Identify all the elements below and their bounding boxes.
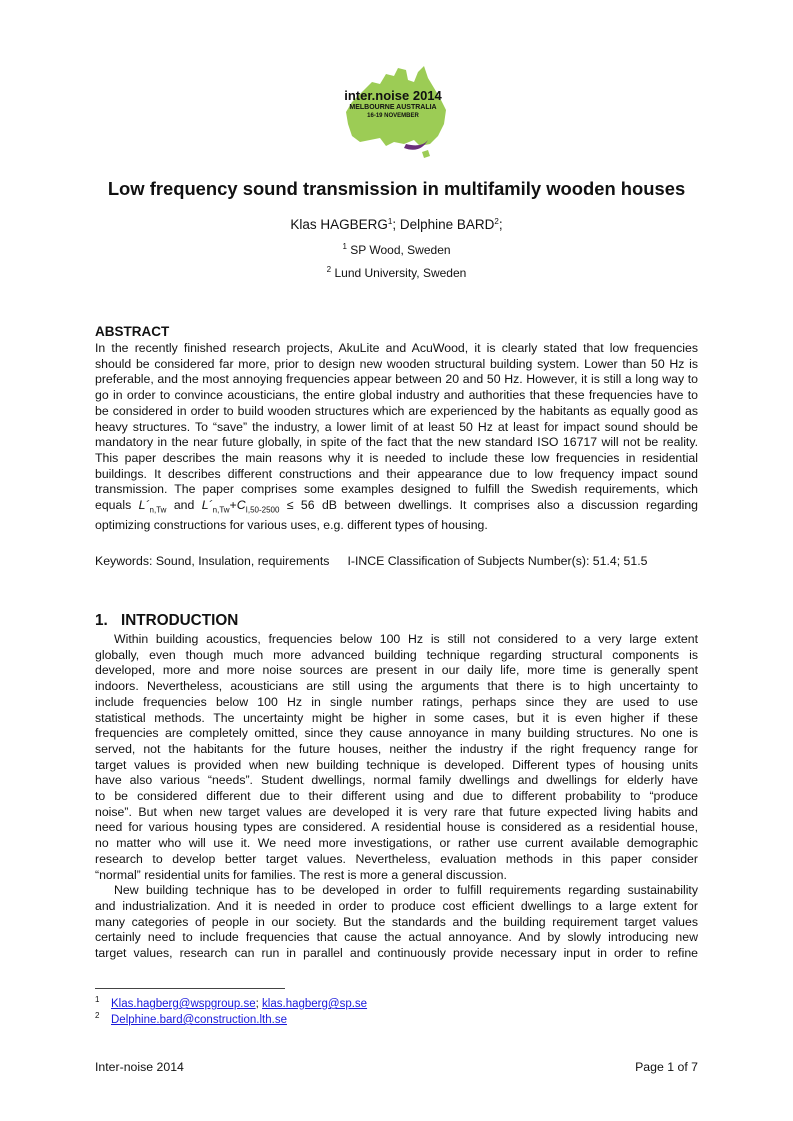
abstract-line: In the recently finished research projects, AkuLite and AcuWood, it is clearly stated that low frequencies (95, 341, 698, 355)
logo-line2: MELBOURNE AUSTRALIA (349, 104, 437, 111)
paper-title: Low frequency sound transmission in multifamily wooden houses (107, 178, 686, 199)
abstract-equation-line (95, 498, 698, 518)
footnote-divider (95, 988, 285, 989)
footnote-1-email-link-2[interactable]: klas.hagberg@sp.se (262, 998, 368, 1010)
abstract-line: preferable, and the most annoying frequencies appear between 20 and 50 Hz. However, it is still a long way to (95, 372, 698, 387)
author-end: ; (498, 217, 503, 232)
paragraph-line: indoors. Nevertheless, acousticians are still using the arguments that there is to high uncertainty to (95, 679, 698, 694)
abstract-line: heavy structures. To “save” the industry, a lower limit of at least 50 Hz at least for impact sound should be (95, 419, 698, 434)
footnote-1-sup: 1 (95, 995, 100, 1004)
abstract-line: be considered in order to build wooden structures which are experienced by the habitants as equally good as (95, 403, 698, 418)
classification-text: I-INCE Classification of Subjects Number(s): 51.4; 51.5 (347, 554, 648, 568)
paragraph-line: noise”. But when new target values are developed it is very rare that future expected living habits and (95, 804, 698, 819)
paragraph-line: Within building acoustics, frequencies below 100 Hz is still not considered to a very large extent (114, 632, 698, 646)
paragraph-line: New building technique has to be developed in order to fulfill requirements regarding sustainability (114, 883, 698, 898)
abstract-line: go in order to convince acousticians, the entire global industry and authorities that these frequencies have to (95, 388, 698, 403)
logo-line3: 16-19 NOVEMBER (367, 113, 419, 119)
paragraph-line: “normal” residential units for families. The rest is more a general discussion. (95, 867, 507, 882)
paragraph-line: to be considered different due to their different using and due to different probability to “produce (95, 789, 698, 804)
section-heading (95, 612, 238, 630)
paragraph-line: and industrialization. And it is needed in order to produce cost efficient dwellings to a large extent for (95, 898, 698, 913)
eq-sub-2: n,Tw (212, 505, 230, 515)
paragraph-line: developed, more and more noise sources are present in our daily life, more time is generally spent (95, 663, 698, 678)
paragraph-line: statistical methods. The uncertainty might be higher in some cases, but it is even higher if these (95, 710, 698, 725)
conference-logo (334, 62, 452, 162)
affiliation-1-text: SP Wood, Sweden (350, 243, 451, 257)
intro-body (95, 632, 698, 962)
paragraph-line: target values is provided when new building technique is developed. Different types of housing units (95, 757, 698, 772)
eq-and: and (166, 498, 202, 513)
section-number: 1. (95, 612, 108, 629)
eq-sub-3: I,50-2500 (245, 505, 280, 515)
paragraph-line: globally, even though much more advanced building technique regarding structural components is (95, 647, 698, 662)
eq-post: ≤ 56 dB between dwellings. It comprises also a discussion regarding (279, 498, 699, 513)
paragraph-line: need for various housing types are considered. A residential house is considered as a residential house, (95, 820, 698, 835)
abstract-line: mandatory in the near future globally, in spite of the fact that the new standard ISO 16717 will not be reality. (95, 435, 698, 450)
footnote-2-sup: 2 (95, 1011, 100, 1020)
abstract-line: buildings. It describes different constructions and their appearance due to low frequency impact sound (95, 466, 698, 481)
author-1: Klas HAGBERG (290, 217, 388, 232)
paragraph-line: no matter who will use it. We need more investigations, or rather use current available demographic (95, 836, 698, 851)
abstract-line: should be considered far more, prior to design new wooden structural building system. Lower than 50 Hz is (95, 356, 698, 371)
footnote-1-separator: ; (255, 998, 263, 1010)
abstract-heading: ABSTRACT (95, 324, 170, 339)
author-2: Delphine BARD (399, 217, 495, 232)
eq-symbol-3: C (236, 498, 246, 513)
affiliation-1 (0, 242, 793, 257)
eq-sub-1: n,Tw (149, 505, 167, 515)
keywords-text: Keywords: Sound, Insulation, requirements (95, 554, 330, 568)
author-line (0, 217, 793, 232)
paragraph-line: include frequencies below 100 Hz in single number ratings, perhaps since they are used to use (95, 694, 698, 709)
abstract-line: transmission. The paper comprises some examples designed to fulfill the Swedish requirements, which (95, 482, 698, 497)
abstract-line: This paper describes the main reasons why it is needed to include these low frequencies in residential (95, 450, 698, 465)
footnote-2 (95, 1011, 287, 1026)
logo-line1: inter.noise 2014 (344, 88, 442, 103)
footer-page-number: Page 1 of 7 (635, 1060, 698, 1074)
affiliation-2-sup: 2 (326, 265, 332, 274)
paragraph-line: served, not the habitants for the future houses, neither the industry if the right frequency range for (95, 741, 698, 756)
tasmania-shape (422, 150, 430, 158)
affiliation-2 (0, 265, 793, 280)
abstract-last-line: optimizing constructions for various uses, e.g. different types of housing. (95, 518, 488, 533)
keywords-line (95, 554, 647, 568)
eq-pre: equals (95, 498, 139, 513)
abstract-body (95, 341, 698, 534)
eq-plus: + (229, 498, 237, 513)
paragraph-line: research to develop better target values. Nevertheless, evaluation methods in this paper consider (95, 851, 698, 866)
author-2-sup: 2 (494, 217, 499, 226)
paragraph-line: have also various “needs”. Student dwellings, normal family dwellings and dwellings for elderly have (95, 773, 698, 788)
footnote-2-email-link[interactable]: Delphine.bard@construction.lth.se (111, 1014, 287, 1026)
paragraph-line: many categories of people in our society. But the standards and the building requirement target values (95, 914, 698, 929)
affiliation-2-text: Lund University, Sweden (334, 266, 467, 280)
paragraph-line: target values, research can run in parallel and continuously provide necessary input in order to refine (95, 946, 698, 961)
author-separator: ; (392, 217, 400, 232)
paragraph-line: frequencies are completely omitted, since they cause annoyance in many building structures. No one is (95, 726, 698, 741)
affiliation-1-sup: 1 (342, 242, 347, 251)
footer-left: Inter-noise 2014 (95, 1060, 184, 1074)
eq-symbol-1: L´ (138, 498, 150, 513)
section-title: INTRODUCTION (121, 612, 239, 629)
eq-symbol-2: L´ (201, 498, 213, 513)
paragraph-line: certainly need to include frequencies that cause the actual annoyance. And by slowly introducing new (95, 930, 698, 945)
author-1-sup: 1 (387, 217, 393, 226)
footnote-1 (95, 995, 367, 1010)
footnote-1-email-link-1[interactable]: Klas.hagberg@wspgroup.se (111, 998, 256, 1010)
